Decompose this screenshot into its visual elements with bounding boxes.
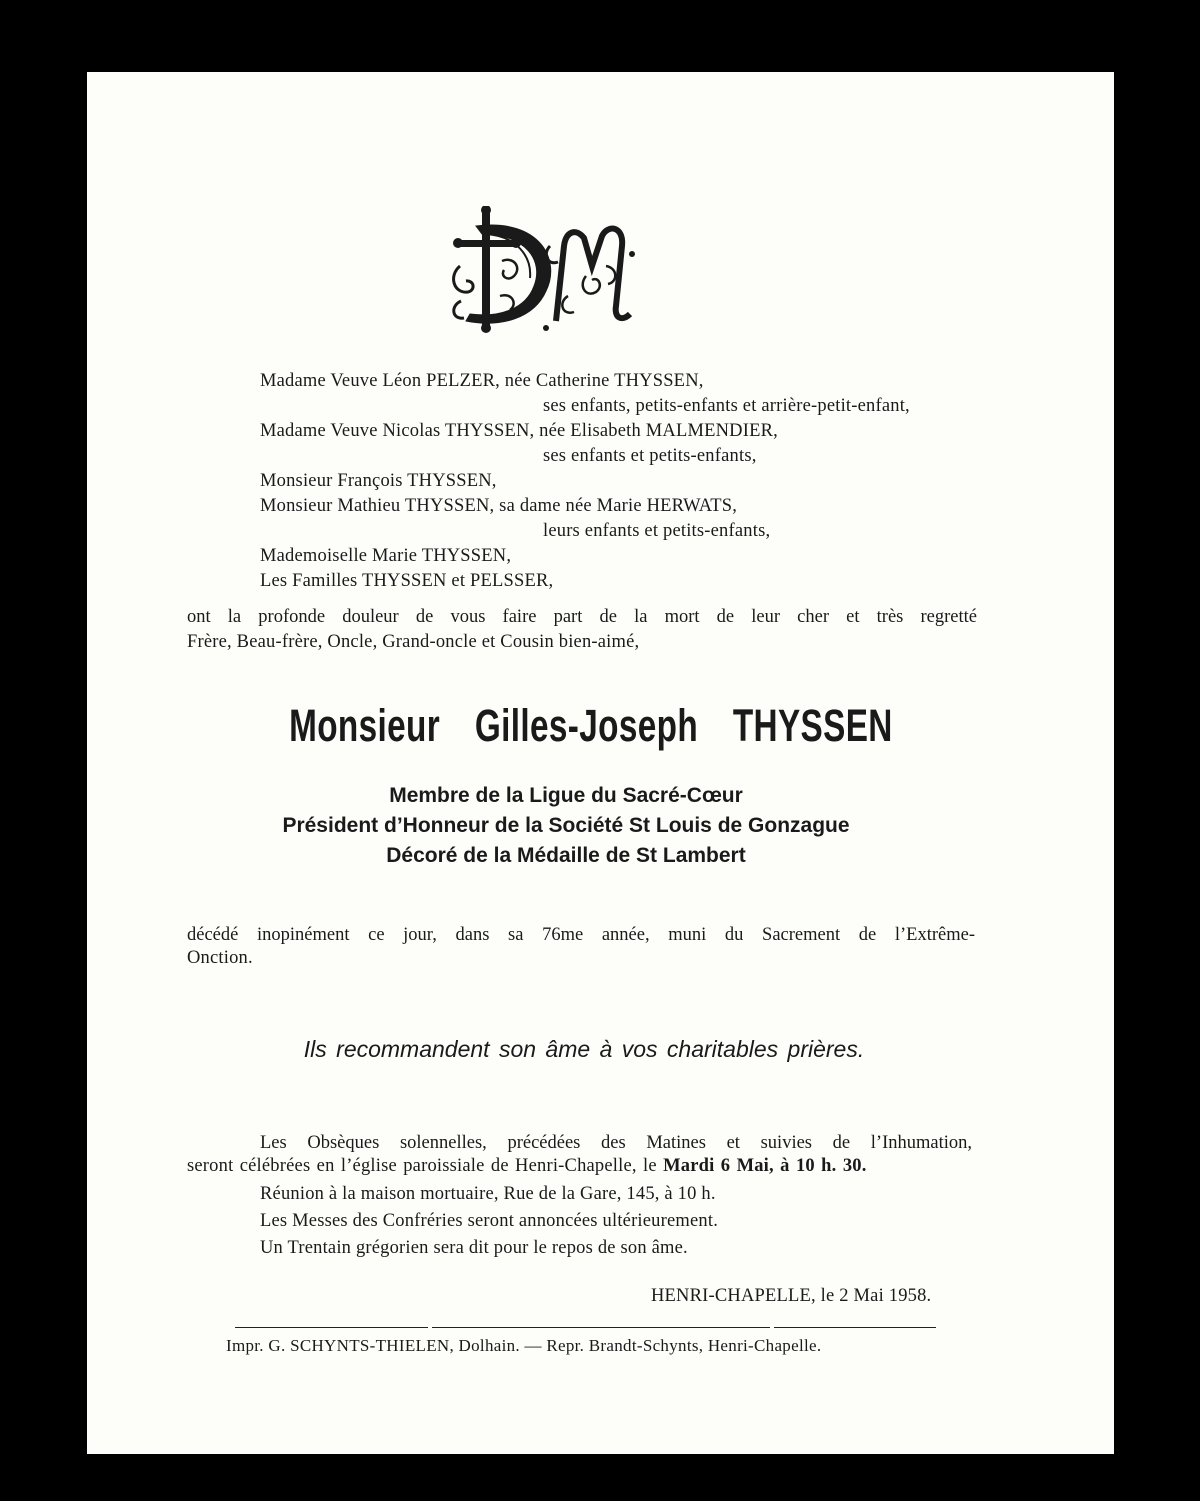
honor-title: Décoré de la Médaille de St Lambert bbox=[386, 844, 746, 867]
dm-monogram-icon bbox=[446, 206, 636, 336]
funeral-line: Réunion à la maison mortuaire, Rue de la Gare, 145, à 10 h. bbox=[260, 1184, 716, 1204]
printer-credit: Impr. G. SCHYNTS-THIELEN, Dolhain. — Repr. Brandt-Schynts, Henri-Chapelle. bbox=[226, 1336, 822, 1355]
family-line: ses enfants et petits-enfants, bbox=[543, 446, 757, 466]
family-line: Monsieur Mathieu THYSSEN, sa dame née Marie HERWATS, bbox=[260, 496, 738, 516]
honor-title: Président d’Honneur de la Société St Louis de Gonzague bbox=[282, 814, 850, 837]
honor-title: Membre de la Ligue du Sacré-Cœur bbox=[389, 784, 743, 807]
divider bbox=[432, 1327, 770, 1328]
family-line: leurs enfants et petits-enfants, bbox=[543, 521, 771, 541]
funeral-line bbox=[187, 1156, 867, 1177]
family-line: Mademoiselle Marie THYSSEN, bbox=[260, 546, 512, 566]
divider bbox=[235, 1327, 428, 1328]
family-line: Les Familles THYSSEN et PELSSER, bbox=[260, 571, 554, 591]
funeral-date-time: Mardi 6 Mai, à 10 h. 30. bbox=[663, 1156, 867, 1176]
death-statement: décédé inopinément ce jour, dans sa 76me année, muni du Sacrement de l’Extrême- bbox=[187, 925, 975, 945]
divider bbox=[774, 1327, 936, 1328]
funeral-line-text: seront célébrées en l’église paroissiale de Henri-Chapelle, le bbox=[187, 1156, 657, 1176]
funeral-line: Les Obsèques solennelles, précédées des Matines et suivies de l’Inhumation, bbox=[260, 1133, 972, 1153]
deceased-name: Monsieur Gilles-Joseph THYSSEN bbox=[289, 700, 893, 751]
family-line: ses enfants, petits-enfants et arrière-petit-enfant, bbox=[543, 396, 910, 416]
announcement-line: ont la profonde douleur de vous faire part de la mort de leur cher et très regretté bbox=[187, 607, 977, 627]
announcement-line: Frère, Beau-frère, Oncle, Grand-oncle et Cousin bien-aimé, bbox=[187, 632, 640, 652]
family-line: Monsieur François THYSSEN, bbox=[260, 471, 497, 491]
funeral-line: Un Trentain grégorien sera dit pour le repos de son âme. bbox=[260, 1238, 688, 1258]
death-statement: Onction. bbox=[187, 948, 253, 968]
prayer-line: Ils recommandent son âme à vos charitables prières. bbox=[303, 1036, 865, 1062]
place-date: HENRI-CHAPELLE, le 2 Mai 1958. bbox=[651, 1286, 932, 1306]
funeral-line: Les Messes des Confréries seront annoncées ultérieurement. bbox=[260, 1211, 719, 1231]
family-line: Madame Veuve Léon PELZER, née Catherine THYSSEN, bbox=[260, 371, 704, 391]
family-line: Madame Veuve Nicolas THYSSEN, née Elisabeth MALMENDIER, bbox=[260, 421, 778, 441]
